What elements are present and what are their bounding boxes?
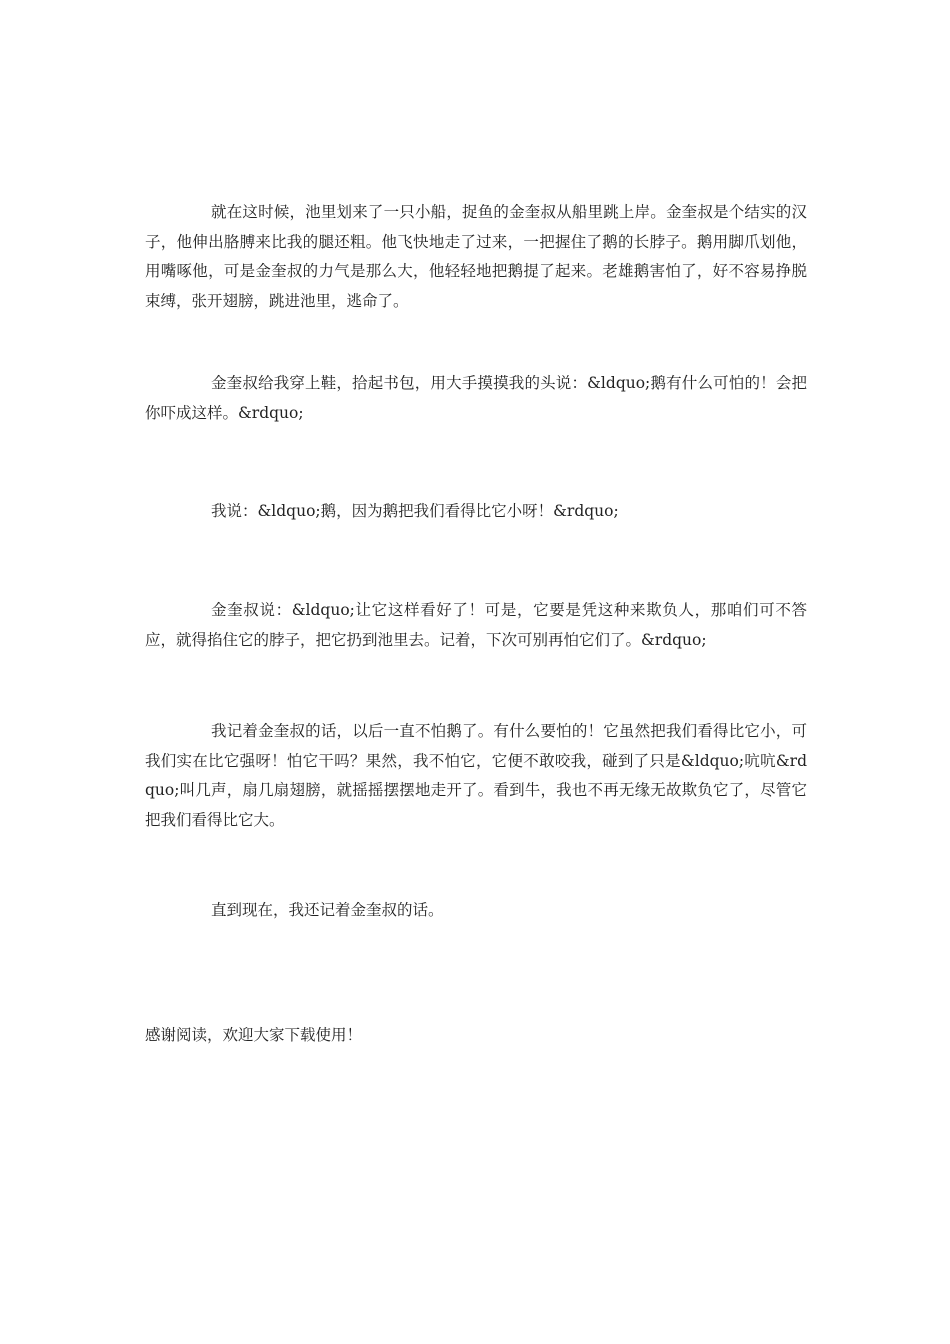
paragraph-uncle-comfort: 金奎叔给我穿上鞋，拾起书包，用大手摸摸我的头说：&ldquo;鹅有什么可怕的！会把你吓成这样。&rdquo; <box>145 374 807 422</box>
paragraph-my-reply: 我说：&ldquo;鹅，因为鹅把我们看得比它小呀！&rdquo; <box>211 502 619 520</box>
paragraph-still-remember: 直到现在，我还记着金奎叔的话。 <box>211 901 444 919</box>
thanks-note: 感谢阅读，欢迎大家下载使用！ <box>145 1026 363 1044</box>
paragraph-no-longer-afraid: 我记着金奎叔的话，以后一直不怕鹅了。有什么要怕的！它虽然把我们看得比它小，可我们实在比它强呀！怕它干吗？果然，我不怕它，它便不敢咬我，碰到了只是&ldquo;吭吭&rdquo;叫几声，扇几扇翅膀，就摇摇摆摆地走开了。看到牛，我也不再无缘无故欺负它了，尽管它把我们看得比它大。 <box>145 722 807 829</box>
paragraph-uncle-advice: 金奎叔说：&ldquo;让它这样看好了！可是，它要是凭这种来欺负人，那咱们可不答应，就得掐住它的脖子，把它扔到池里去。记着，下次可别再怕它们了。&rdquo; <box>145 601 807 649</box>
paragraph-boat-rescue: 就在这时候，池里划来了一只小船，捉鱼的金奎叔从船里跳上岸。金奎叔是个结实的汉子，他伸出胳膊来比我的腿还粗。他飞快地走了过来，一把握住了鹅的长脖子。鹅用脚爪划他，用嘴啄他，可是金奎叔的力气是那么大，他轻轻地把鹅提了起来。老雄鹅害怕了，好不容易挣脱束缚，张开翅膀，跳进池里，逃命了。 <box>145 203 807 310</box>
